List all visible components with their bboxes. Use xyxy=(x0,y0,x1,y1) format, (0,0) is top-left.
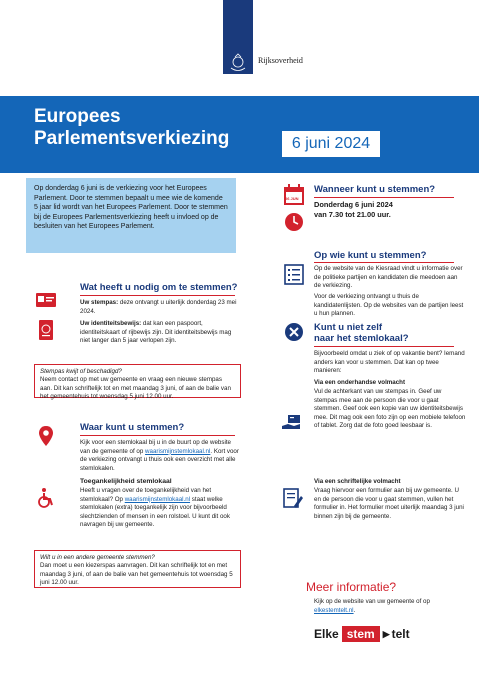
cross-circle-icon xyxy=(282,320,306,344)
op-wie-text-2: Voor de verkiezing ontvangt u thuis de kandidatenlijsten. Op de websites van de partijen leest u hun plannen. xyxy=(314,293,464,318)
wheelchair-icon xyxy=(34,486,58,510)
slogan xyxy=(314,625,410,643)
schriftelijk-text: Vraag hiervoor een formulier aan bij uw gemeente. U en de persoon die voor u gaat stemmen, vullen het formulier in. Het formulier moet uiterlijk maandag 3 juni binnen zijn bij de gemeente. xyxy=(314,487,464,520)
divider xyxy=(314,262,454,263)
divider xyxy=(80,435,235,436)
meer-text-a: Kijk op de website van uw gemeente of op xyxy=(314,598,430,605)
id-card-icon xyxy=(34,288,58,312)
stempas-label: Uw stempas: xyxy=(80,299,119,306)
divider xyxy=(314,197,454,198)
page-title: Europees Parlementsverkiezing xyxy=(34,106,230,149)
logo-text: Rijksoverheid xyxy=(258,56,303,65)
wanneer-date: Donderdag 6 juni 2024 xyxy=(314,200,393,209)
toeg-text-b: staat welke stemlokalen (extra) toegankelijk zijn voor bijvoorbeeld slechtzienden of mensen in een rolstoel. U kunt dit ook navragen bij uw gemeente. xyxy=(80,495,230,529)
meer-text-b: . xyxy=(353,606,356,614)
intro-text: Op donderdag 6 juni is de verkiezing voor het Europees Parlement. Door te stemmen bepaalt u mee wie de komende 5 jaar lid wordt van het Europees Parlement. Door te stemmen bij de Europees Parlementsverkiezing heeft u invloed op de besluiten van het Europees Parlement. xyxy=(34,185,228,231)
stempas-kwijt-box xyxy=(34,364,241,401)
passport-icon xyxy=(34,318,58,342)
waar-text xyxy=(80,439,240,473)
wat-nodig-heading: Wat heeft u nodig om te stemmen? xyxy=(80,282,238,293)
niet-zelf-heading-1: Kunt u niet zelf xyxy=(314,322,383,333)
onderhands-heading: Via een onderhandse volmacht xyxy=(314,379,406,386)
meer-info-heading: Meer informatie? xyxy=(306,580,397,594)
niet-zelf-heading-2: naar het stemlokaal? xyxy=(314,333,409,344)
wanneer-time: van 7.30 tot 21.00 uur. xyxy=(314,210,391,219)
stempas-info xyxy=(80,299,240,316)
stempas-text: deze ontvangt u uiterlijk donderdag 23 mei 2024. xyxy=(80,299,237,315)
meer-info-text xyxy=(314,598,464,615)
waar-text-a: Kijk voor een stemlokaal bij u in de buurt op de website van de gemeente of op xyxy=(80,439,231,455)
hand-over-icon xyxy=(280,410,304,434)
slogan-elke: Elke xyxy=(314,627,339,641)
ballot-list-icon xyxy=(282,262,306,286)
toeg-text-a: Heeft u vragen over de toegankelijkheid van het stemlokaal? Op xyxy=(80,487,212,503)
op-wie-text-1: Op de website van de Kiesraad vindt u informatie over de politieke partijen en kandidaten die meedoen aan de verkiezing. xyxy=(314,265,463,290)
andere-gemeente-heading: Wilt u in een andere gemeente stemmen? xyxy=(40,554,155,561)
divider xyxy=(80,295,235,296)
toeg-link[interactable]: waarismijnstemlokaal.nl xyxy=(124,495,191,503)
elkestemtelt-link[interactable]: elkestemtelt.nl xyxy=(314,606,354,614)
calendar-label: 06 JUN xyxy=(285,196,299,201)
location-pin-icon xyxy=(34,424,58,448)
play-arrow-icon: ▶ xyxy=(382,628,390,639)
clock-icon xyxy=(282,210,306,234)
wanneer-heading: Wanneer kunt u stemmen? xyxy=(314,184,436,195)
waar-heading: Waar kunt u stemmen? xyxy=(80,422,185,433)
id-info xyxy=(80,320,240,346)
waar-text-b: . Kort voor de verkiezing ontvangt u thuis ook een overzicht met alle stemlokalen. xyxy=(80,447,239,472)
onderhands-text: Vul de achterkant van uw stempas in. Geef uw stempas mee aan de persoon die voor u gaat stemmen. Geef ook een kopie van uw identiteitsbewijs mee. Dit mag ook een foto zijn op een mobiele telefoon of tablet. Zorg dat de foto goed leesbaar is. xyxy=(314,388,466,430)
slogan-stem: stem xyxy=(342,626,380,642)
intro-box xyxy=(26,178,236,253)
andere-gemeente-box xyxy=(34,550,241,588)
election-date: 6 juni 2024 xyxy=(282,131,380,157)
toegankelijkheid-text xyxy=(80,487,242,530)
stempas-kwijt-text: Neem contact op met uw gemeente en vraag een nieuwe stempas aan. Dit kan schriftelijk tot en met maandag 3 juni, of aan de balie van het gemeentehuis tot woensdag 5 juni 12.00 uur. xyxy=(40,376,231,401)
calendar-icon xyxy=(282,183,306,207)
toegankelijkheid-heading: Toegankelijkheid stemlokaal xyxy=(80,478,172,485)
op-wie-heading: Op wie kunt u stemmen? xyxy=(314,250,427,261)
crest-icon xyxy=(226,52,250,74)
andere-gemeente-text: Dan moet u een kiezerspas aanvragen. Dit kan schriftelijk tot en met maandag 3 juni, of aan de balie van het gemeentehuis tot woensdag 5 juni 12.00 uur. xyxy=(40,562,233,587)
id-label: Uw identiteitsbewijs: xyxy=(80,320,142,327)
id-text: dat kan een paspoort, identiteitskaart of rijbewijs zijn. Dit identiteitsbewijs mag niet langer dan 5 jaar verlopen zijn. xyxy=(80,320,232,345)
niet-zelf-text: Bijvoorbeeld omdat u ziek of op vakantie bent? Iemand anders kan voor u stemmen. Dat kan op twee manieren: xyxy=(314,350,465,375)
form-pen-icon xyxy=(280,486,304,510)
waarismijnstemlokaal-link[interactable]: waarismijnstemlokaal.nl xyxy=(145,447,211,455)
stempas-kwijt-heading: Stempas kwijt of beschadigd? xyxy=(40,368,122,375)
schriftelijk-heading: Via een schriftelijke volmacht xyxy=(314,478,401,485)
divider xyxy=(314,346,454,347)
slogan-telt: telt xyxy=(391,627,410,641)
